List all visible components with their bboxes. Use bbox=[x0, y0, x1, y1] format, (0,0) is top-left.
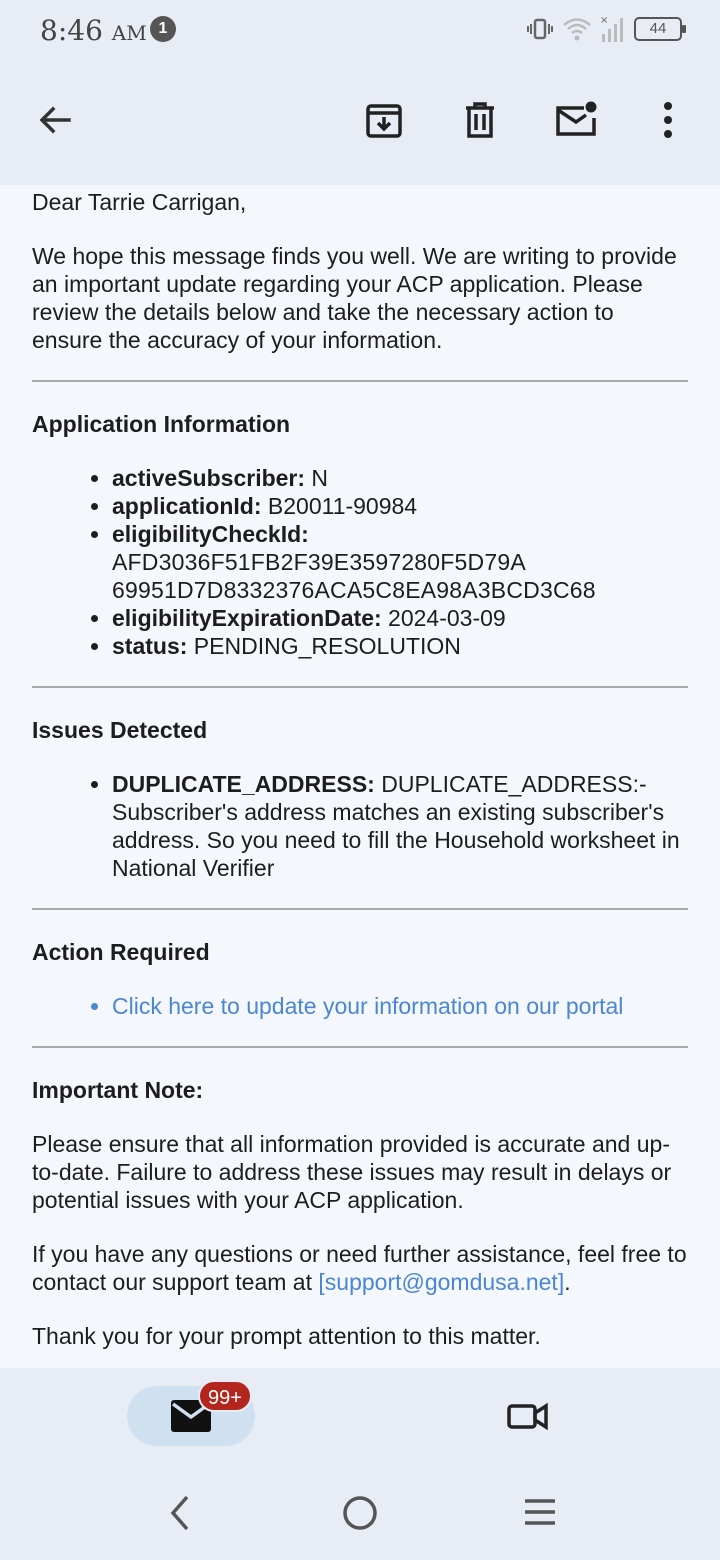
arrow-left-icon bbox=[35, 100, 75, 140]
greeting: Dear Tarrie Carrigan, bbox=[32, 189, 247, 215]
divider bbox=[32, 908, 688, 910]
field-key: activeSubscriber: bbox=[112, 465, 306, 491]
meet-tab[interactable] bbox=[498, 1396, 558, 1436]
status-time-value: 8:46 bbox=[40, 14, 103, 47]
field-key: eligibilityCheckId: bbox=[112, 521, 309, 547]
email-body bbox=[0, 185, 720, 1368]
status-time bbox=[40, 14, 147, 47]
email-toolbar bbox=[0, 60, 720, 185]
more-options-button[interactable] bbox=[638, 90, 698, 150]
field-key: DUPLICATE_ADDRESS: bbox=[112, 771, 375, 797]
list-item bbox=[112, 632, 688, 660]
circle-home-icon bbox=[335, 1488, 385, 1538]
support-text-end: . bbox=[564, 1269, 571, 1295]
support-paragraph bbox=[32, 1240, 688, 1296]
status-bar bbox=[0, 0, 720, 60]
menu-lines-icon bbox=[515, 1488, 565, 1538]
divider bbox=[32, 686, 688, 688]
archive-button[interactable] bbox=[354, 90, 414, 150]
status-icons bbox=[526, 12, 682, 46]
action-title: Action Required bbox=[32, 939, 210, 965]
divider bbox=[32, 380, 688, 382]
wifi-icon bbox=[562, 16, 592, 42]
system-recents-button[interactable] bbox=[515, 1488, 565, 1538]
closing-paragraph: Thank you for your prompt attention to this matter. bbox=[32, 1323, 541, 1349]
issues-title: Issues Detected bbox=[32, 717, 208, 743]
list-item bbox=[112, 464, 688, 492]
application-info-list bbox=[32, 464, 688, 660]
vibrate-icon bbox=[526, 17, 554, 41]
list-item bbox=[112, 992, 688, 1020]
field-key: applicationId: bbox=[112, 493, 262, 519]
delete-button[interactable] bbox=[450, 90, 510, 150]
divider bbox=[32, 1046, 688, 1048]
system-home-button[interactable] bbox=[335, 1488, 385, 1538]
battery-level: 44 bbox=[649, 20, 667, 37]
trash-icon bbox=[460, 100, 500, 140]
update-portal-link[interactable]: Click here to update your information on our portal bbox=[112, 993, 624, 1019]
battery-icon bbox=[634, 17, 682, 41]
list-item bbox=[112, 520, 688, 604]
list-item bbox=[112, 604, 688, 632]
mail-unread-icon bbox=[554, 100, 598, 140]
support-text: If you have any questions or need further assistance, feel free to contact our support team at bbox=[32, 1241, 687, 1295]
intro-paragraph: We hope this message finds you well. We are writing to provide an important update regarding your ACP application. Please review the details below and take the necessary action to ensure the accuracy of your information. bbox=[32, 243, 677, 353]
status-ampm: AM bbox=[111, 21, 147, 45]
field-value: DUPLICATE_ADDRESS:- Subscriber's address matches an existing subscriber's address. So you need to fill the Household worksheet in National Verifier bbox=[112, 771, 680, 881]
notification-count-badge: 1 bbox=[150, 16, 176, 42]
list-item bbox=[112, 492, 688, 520]
field-key: status: bbox=[112, 633, 188, 659]
note-paragraph: Please ensure that all information provided is accurate and up-to-date. Failure to address these issues may result in delays or potential issues with your ACP application. bbox=[32, 1131, 672, 1213]
more-vert-icon bbox=[658, 100, 678, 140]
field-value: N bbox=[311, 465, 329, 491]
mark-unread-button[interactable] bbox=[546, 90, 606, 150]
system-back-button[interactable] bbox=[155, 1488, 205, 1538]
field-value: PENDING_RESOLUTION bbox=[193, 633, 461, 659]
field-value: 2024-03-09 bbox=[388, 605, 506, 631]
field-key: eligibilityExpirationDate: bbox=[112, 605, 382, 631]
chevron-left-icon bbox=[155, 1488, 205, 1538]
action-list bbox=[32, 992, 688, 1020]
support-email-link[interactable]: [support@gomdusa.net] bbox=[318, 1269, 565, 1295]
back-button[interactable] bbox=[25, 90, 85, 150]
video-icon bbox=[506, 1398, 550, 1434]
unread-count-badge: 99+ bbox=[198, 1380, 252, 1412]
archive-icon bbox=[364, 100, 404, 140]
field-value: B20011-90984 bbox=[267, 493, 418, 519]
svg-text:×: × bbox=[600, 15, 609, 26]
issues-list bbox=[32, 770, 688, 882]
field-value: AFD3036F51FB2F39E3597280F5D79A 69951D7D8332376ACA5C8EA98A3BCD3C68 bbox=[112, 549, 596, 603]
bottom-navigation bbox=[0, 1368, 720, 1560]
application-info-title: Application Information bbox=[32, 411, 291, 437]
list-item bbox=[112, 770, 688, 882]
note-title: Important Note: bbox=[32, 1077, 204, 1103]
cell-signal-icon bbox=[600, 14, 626, 44]
